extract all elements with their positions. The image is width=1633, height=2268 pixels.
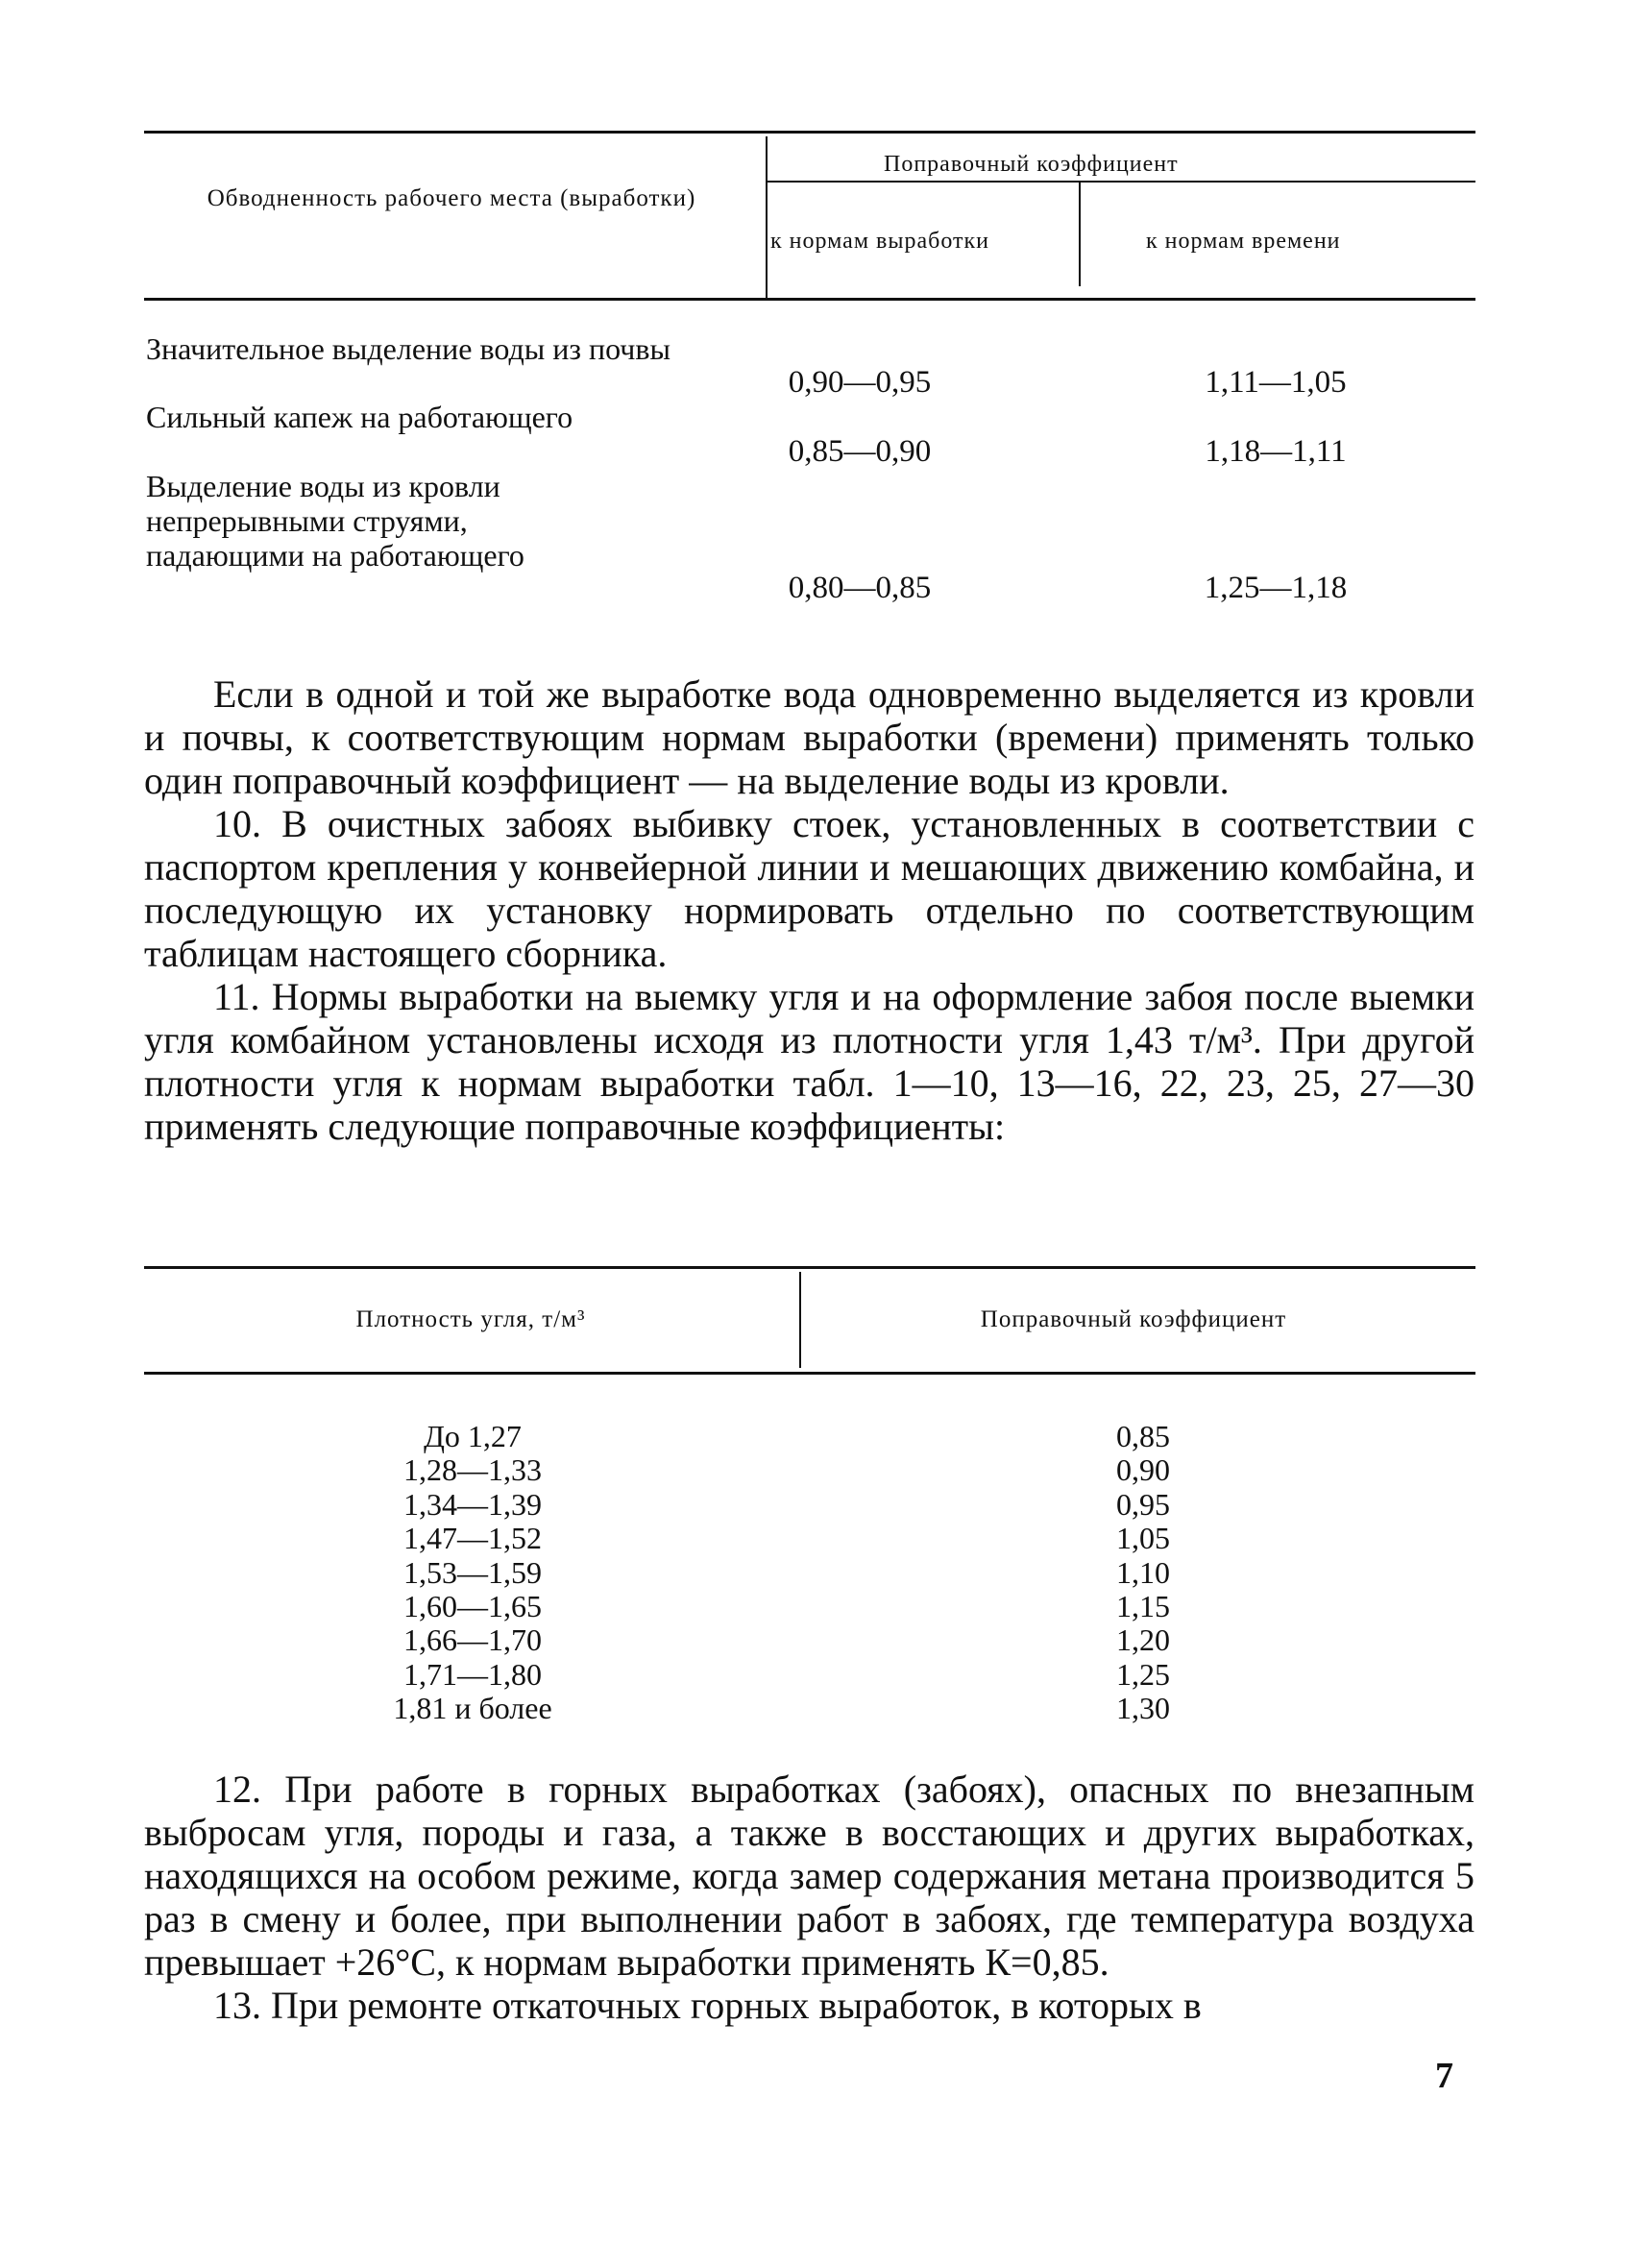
- table1-row-time: 1,25—1,18: [1204, 571, 1348, 605]
- table2-coef-cell: 1,05: [1116, 1521, 1170, 1556]
- table1-row-label: Выделение воды из кровли непрерывными струями, падающими на работающего: [146, 469, 524, 573]
- table1-row-output: 0,85—0,90: [788, 434, 932, 469]
- body-text-upper: [144, 672, 1475, 1148]
- table1-row-label: Значительное выделение воды из почвы: [146, 331, 670, 366]
- page-number: 7: [1435, 2056, 1453, 2096]
- table2-coef-cell: 1,15: [1116, 1589, 1170, 1624]
- table1-row-time: 1,18—1,11: [1205, 434, 1347, 469]
- table1-header-bottom-rule: [144, 298, 1475, 301]
- table2-density-column: [329, 1420, 617, 1726]
- table1-header-divider-left: [766, 136, 768, 300]
- table2-density-cell: 1,71—1,80: [403, 1656, 542, 1692]
- table1-row-header: Обводненность рабочего места (выработки): [207, 185, 696, 211]
- table1-col-time-header: к нормам времени: [1146, 229, 1341, 254]
- table2-top-rule: [144, 1266, 1475, 1269]
- table1-row-output: 0,90—0,95: [788, 365, 932, 400]
- table1-row-output: 0,80—0,85: [788, 571, 932, 605]
- table2-header-bottom-rule: [144, 1372, 1475, 1375]
- table2-density-cell: 1,81 и более: [393, 1691, 552, 1726]
- table2-density-cell: 1,34—1,39: [403, 1486, 542, 1522]
- table2-coef-cell: 1,10: [1116, 1554, 1170, 1590]
- table2-coef-cell: 1,25: [1116, 1656, 1170, 1692]
- table2-density-cell: 1,60—1,65: [403, 1589, 542, 1624]
- paragraph-12: 12. При работе в горных выработках (забоях), опасных по внезапным выбросам угля, породы и газа, а также в восстающих и других выработках, находящихся на особом режиме, когда замер содержания метана производится 5 раз в смену и более, при выполнении работ в забоях, где температура воздуха превышает +26°С, к нормам выработки применять К=0,85.: [144, 1768, 1475, 1984]
- table1-col-output-header: к нормам выработки: [770, 229, 989, 254]
- table2-coef-cell: 0,85: [1116, 1419, 1170, 1453]
- table1-row-label: Сильный капеж на работающего: [146, 400, 573, 434]
- table2-density-cell: 1,53—1,59: [403, 1554, 542, 1590]
- table2-coef-cell: 0,90: [1116, 1452, 1170, 1488]
- paragraph-13: 13. При ремонте откаточных горных выработок, в которых в: [213, 1984, 1202, 2027]
- table1-top-rule: [144, 131, 1475, 134]
- table1-row-time: 1,11—1,05: [1205, 365, 1347, 400]
- table2-coef-cell: 1,20: [1116, 1622, 1170, 1658]
- table1-header-divider-mid: [1079, 183, 1081, 286]
- table2-coef-cell: 0,95: [1116, 1486, 1170, 1522]
- paragraph-10: 10. В очистных забоях выбивку стоек, установленных в соответствии с паспортом крепления у конвейерной линии и мешающих движению комбайна, и последующую их установку нормировать отдельно по соответствующим таблицам настоящего сборника.: [144, 802, 1475, 975]
- paragraph-11: 11. Нормы выработки на выемку угля и на оформление забоя после выемки угля комбайном установлены исходя из плотности угля 1,43 т/м³. При другой плотности угля к нормам выработки табл. 1—10, 13—16, 22, 23, 25, 27—30 применять следующие поправочные коэффициенты:: [144, 975, 1475, 1148]
- table1-group-header: Поправочный коэффициент: [884, 152, 1179, 177]
- body-text-lower: [144, 1768, 1475, 2027]
- table2-coef-cell: 1,30: [1116, 1691, 1170, 1726]
- paragraph-water-note: Если в одной и той же выработке вода одновременно выделяется из кровли и почвы, к соответствующим нормам выработки (времени) применять только один поправочный коэффициент — на выделение воды из кровли.: [144, 672, 1475, 802]
- table2-header-divider: [799, 1272, 801, 1368]
- table2-coef-header: Поправочный коэффициент: [980, 1306, 1287, 1332]
- table2-density-cell: 1,47—1,52: [403, 1521, 542, 1556]
- table2-density-cell: 1,66—1,70: [403, 1622, 542, 1658]
- table2-density-header: Плотность угля, т/м³: [355, 1306, 586, 1332]
- table2-coef-column: [999, 1420, 1287, 1726]
- table2-density-cell: До 1,27: [424, 1419, 522, 1453]
- table2-density-cell: 1,28—1,33: [403, 1452, 542, 1488]
- table1-group-rule: [768, 181, 1475, 183]
